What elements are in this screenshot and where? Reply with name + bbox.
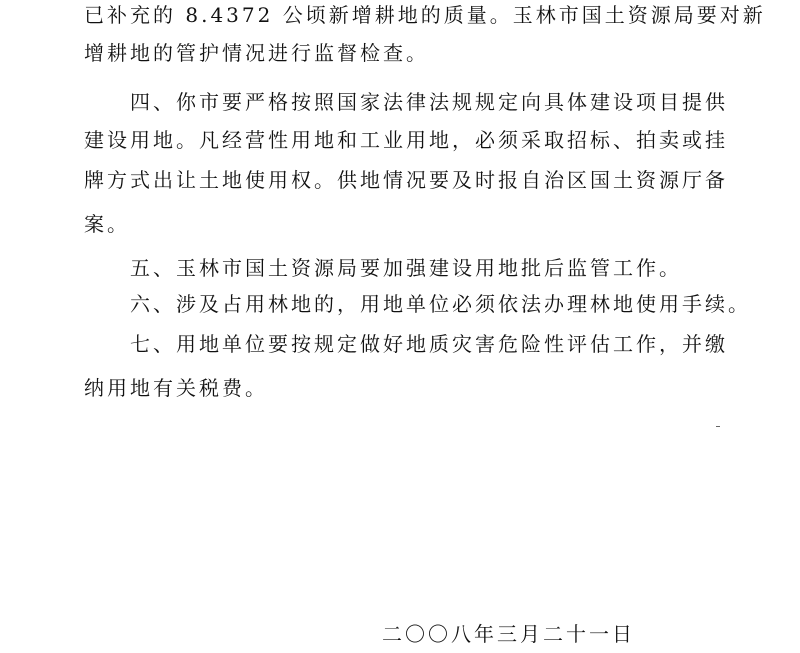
paragraph-line: 六、涉及占用林地的，用地单位必须依法办理林地使用手续。 (84, 292, 751, 316)
paragraph-line: 纳用地有关税费。 (84, 376, 268, 400)
paragraph-line: 四、你市要严格按照国家法律法规规定向具体建设项目提供 (84, 90, 728, 114)
paragraph-line: 七、用地单位要按规定做好地质灾害危险性评估工作，并缴 (84, 332, 728, 356)
paragraph-line: 五、玉林市国土资源局要加强建设用地批后监管工作。 (84, 256, 682, 280)
paragraph-line: 建设用地。凡经营性用地和工业用地，必须采取招标、拍卖或挂 (84, 128, 728, 152)
document-date: 二〇〇八年三月二十一日 (382, 622, 635, 646)
paragraph-line: 牌方式出让土地使用权。供地情况要及时报自治区国土资源厅备 (84, 168, 728, 192)
paragraph-line: 已补充的 8.4372 公顷新增耕地的质量。玉林市国土资源局要对新 (84, 3, 766, 27)
stray-mark (716, 426, 720, 427)
paragraph-line: 案。 (84, 212, 130, 236)
paragraph-line: 增耕地的管护情况进行监督检查。 (84, 41, 429, 65)
